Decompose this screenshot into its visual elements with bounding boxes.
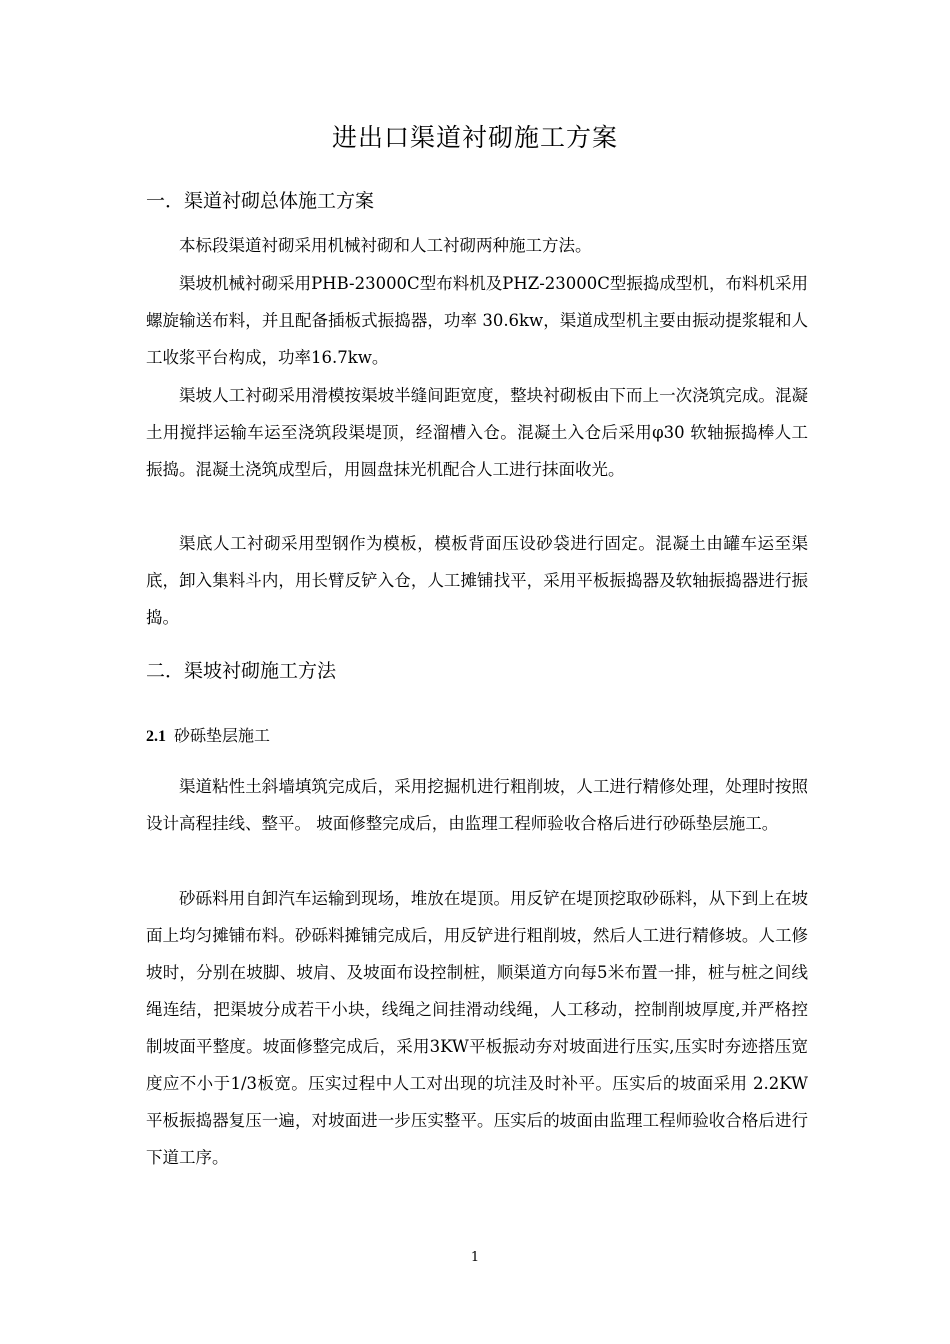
subsection-2-1-heading	[146, 723, 270, 746]
subsection-2-1-paragraph-1: 渠道粘性土斜墙填筑完成后，采用挖掘机进行粗削坡，人工进行精修处理，处理时按照设计高程挂线、整平。 坡面修整完成后，由监理工程师验收合格后进行砂砾垫层施工。	[146, 777, 808, 833]
section-1-paragraph-1: 本标段渠道衬砌采用机械衬砌和人工衬砌两种施工方法。	[179, 236, 592, 255]
subsection-number: 2.1	[146, 728, 166, 745]
page-number: 1	[470, 1250, 480, 1265]
section-1-paragraph-3: 渠坡人工衬砌采用滑模按渠坡半缝间距宽度，整块衬砌板由下而上一次浇筑完成。混凝土用搅拌运输车运至浇筑段渠堤顶，经溜槽入仓。混凝土入仓后采用φ30 软轴振捣棒人工振捣。混凝土浇筑成型后，用圆盘抹光机配合人工进行抹面收光。	[146, 386, 808, 479]
section-1-paragraph-2: 渠坡机械衬砌采用PHB-23000C型布料机及PHZ-23000C型振捣成型机，布料机采用螺旋输送布料，并且配备插板式振捣器，功率 30.6kw，渠道成型机主要由振动提浆辊和人工收浆平台构成，功率16.7kw。	[146, 274, 808, 367]
subsection-2-1-paragraph-2: 砂砾料用自卸汽车运输到现场，堆放在堤顶。用反铲在堤顶挖取砂砾料，从下到上在坡面上均匀摊铺布料。砂砾料摊铺完成后，用反铲进行粗削坡，然后人工进行精修坡。人工修坡时，分别在坡脚、坡肩、及坡面布设控制桩，顺渠道方向每5米布置一排，桩与桩之间线绳连结，把渠坡分成若干小块，线绳之间挂滑动线绳，人工移动，控制削坡厚度,并严格控制坡面平整度。坡面修整完成后，采用3KW平板振动夯对坡面进行压实,压实时夯迹搭压宽度应不小于1/3板宽。压实过程中人工对出现的坑洼及时补平。压实后的坡面采用 2.2KW 平板振捣器复压一遍，对坡面进一步压实整平。压实后的坡面由监理工程师验收合格后进行下道工序。	[146, 889, 808, 1167]
document-title: 进出口渠道衬砌施工方案	[331, 123, 618, 152]
section-1-heading: 一．渠道衬砌总体施工方案	[146, 190, 375, 212]
subsection-title: 砂砾垫层施工	[174, 726, 271, 745]
section-2-heading: 二．渠坡衬砌施工方法	[146, 660, 337, 682]
section-1-paragraph-4: 渠底人工衬砌采用型钢作为模板，模板背面压设砂袋进行固定。混凝土由罐车运至渠底，卸入集料斗内，用长臂反铲入仓，人工摊铺找平，采用平板振捣器及软轴振捣器进行振捣。	[146, 534, 808, 627]
